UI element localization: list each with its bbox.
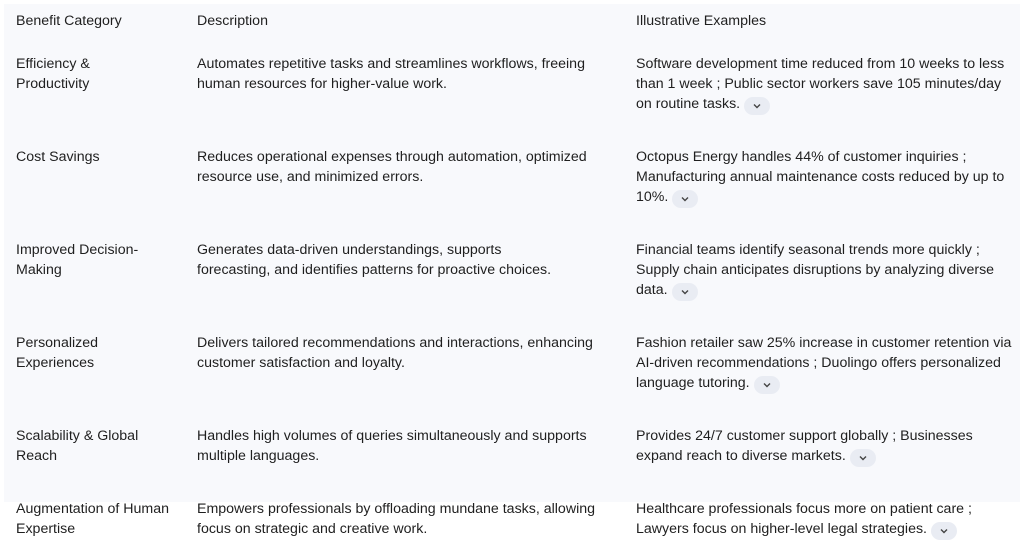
- header-benefit-category: Benefit Category: [16, 13, 122, 29]
- expand-sources-button[interactable]: [672, 190, 698, 208]
- category-cell: Personalized Experiences: [16, 335, 99, 371]
- table-header-row: [4, 4, 1020, 54]
- expand-sources-button[interactable]: [931, 522, 957, 540]
- header-description: Description: [197, 13, 268, 29]
- examples-text: Healthcare professionals focus more on patient care ; Lawyers focus on higher-level legal strategies.: [636, 501, 972, 537]
- description-cell: Delivers tailored recommendations and interactions, enhancing customer satisfaction and loyalty.: [197, 335, 593, 371]
- description-cell: Automates repetitive tasks and streamlines workflows, freeing human resources for higher-value work.: [197, 56, 585, 92]
- description-cell: Handles high volumes of queries simultaneously and supports multiple languages.: [197, 428, 587, 464]
- examples-cell: [636, 240, 1020, 333]
- table-row: [4, 333, 1020, 426]
- chevron-down-icon: [939, 526, 949, 536]
- table-row: [4, 499, 1020, 540]
- examples-text: Octopus Energy handles 44% of customer inquiries ; Manufacturing annual maintenance costs reduced by up to 10%.: [636, 149, 1005, 205]
- examples-text: Software development time reduced from 10 weeks to less than 1 week ; Public sector workers save 105 minutes/day on routine tasks.: [636, 56, 1005, 112]
- examples-cell: [636, 426, 1020, 499]
- chevron-down-icon: [752, 101, 762, 111]
- category-cell: [4, 54, 197, 147]
- category-cell: Cost Savings: [16, 149, 100, 165]
- chevron-down-icon: [680, 194, 690, 204]
- examples-text: Provides 24/7 customer support globally ; Businesses expand reach to diverse markets.: [636, 428, 973, 464]
- examples-cell: [636, 499, 1020, 540]
- header-illustrative-examples: Illustrative Examples: [636, 13, 767, 29]
- examples-text: Fashion retailer saw 25% increase in customer retention via AI-driven recommendations ; Duolingo offers personalized language tutoring.: [636, 335, 1012, 391]
- description-cell: Empowers professionals by offloading mundane tasks, allowing focus on strategic and creative work.: [197, 501, 595, 537]
- expand-sources-button[interactable]: [672, 283, 698, 301]
- expand-sources-button[interactable]: [850, 449, 876, 467]
- category-cell: Improved Decision-Making: [16, 242, 139, 278]
- expand-sources-button[interactable]: [744, 97, 770, 115]
- chevron-down-icon: [680, 287, 690, 297]
- table-row: [4, 426, 1020, 499]
- chevron-down-icon: [858, 453, 868, 463]
- expand-sources-button[interactable]: [754, 376, 780, 394]
- description-cell: Generates data-driven understandings, supports forecasting, and identifies patterns for proactive choices.: [197, 242, 552, 278]
- table-row: [4, 240, 1020, 333]
- examples-cell: [636, 147, 1020, 240]
- category-label: Efficiency & Productivity: [16, 56, 90, 92]
- benefits-table-container: [4, 4, 1020, 537]
- category-cell: Augmentation of Human Expertise: [16, 501, 170, 537]
- description-cell: Reduces operational expenses through automation, optimized resource use, and minimized errors.: [197, 149, 587, 185]
- examples-text: Financial teams identify seasonal trends more quickly ; Supply chain anticipates disruptions by analyzing diverse data.: [636, 242, 995, 298]
- category-cell: Scalability & Global Reach: [16, 428, 139, 464]
- examples-cell: [636, 333, 1020, 426]
- table-row: [4, 54, 1020, 147]
- benefits-table: [4, 4, 1020, 540]
- chevron-down-icon: [762, 380, 772, 390]
- examples-cell: [636, 54, 1020, 147]
- table-row: [4, 147, 1020, 240]
